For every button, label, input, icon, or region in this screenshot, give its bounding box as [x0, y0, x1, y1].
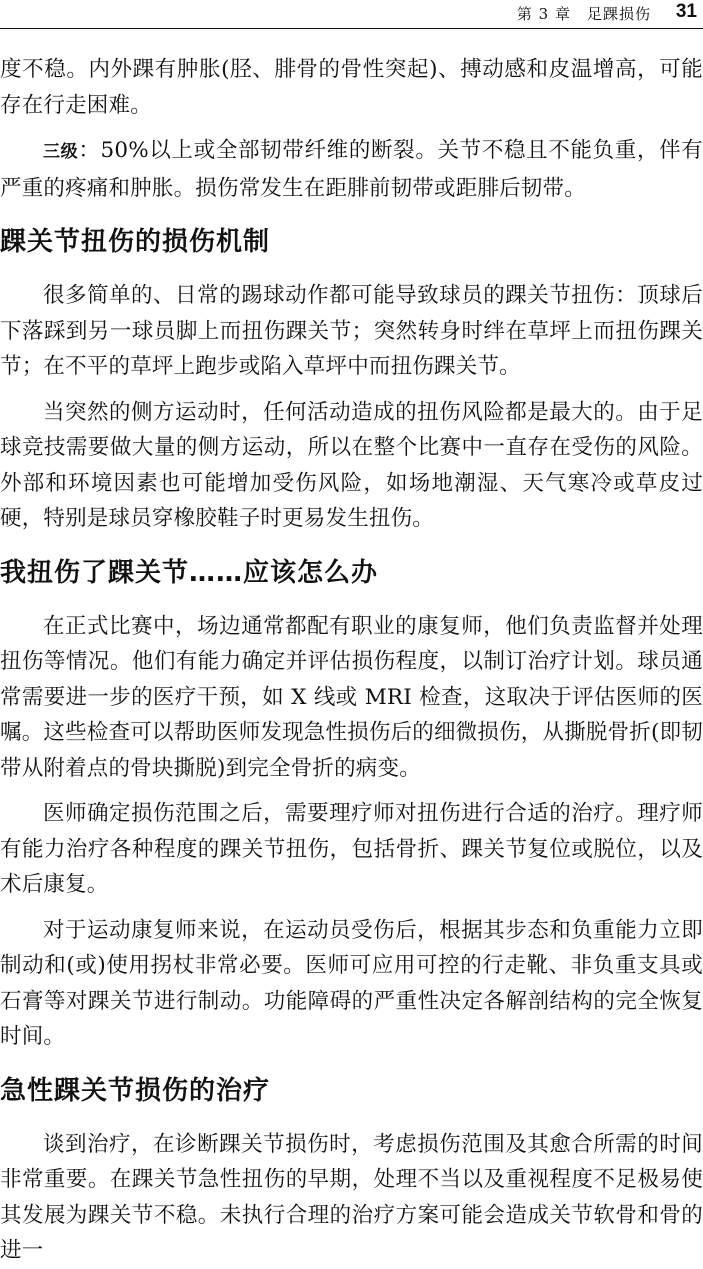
- what-to-do-paragraph-3: 对于运动康复师来说，在运动员受伤后，根据其步态和负重能力立即制动和(或)使用拐杖非常必要。医师可应用可控的行走靴、非负重支具或石膏等对踝关节进行制动。功能障碍的严重性决定各解剖结构的完全恢复时间。: [0, 917, 703, 1049]
- mechanism-paragraph-2: 当突然的侧方运动时，任何活动造成的扭伤风险都是最大的。由于足球竞技需要做大量的侧方运动，所以在整个比赛中一直存在受伤的风险。外部和环境因素也可能增加受伤风险，如场地潮湿、天气寒冷或草皮过硬，特别是球员穿橡胶鞋子时更易发生扭伤。: [0, 399, 703, 531]
- treatment-paragraph-1: 谈到治疗，在诊断踝关节损伤时，考虑损伤范围及其愈合所需的时间非常重要。在踝关节急性扭伤的早期，处理不当以及重视程度不足极易使其发展为踝关节不稳。未执行合理的治疗方案可能会造成关节软骨和骨的进一: [0, 1131, 703, 1263]
- grade-three-text: ：50%以上或全部韧带纤维的断裂。关节不稳且不能负重，伴有严重的疼痛和肿胀。损伤常发生在距腓前韧带或距腓后韧带。: [0, 138, 703, 201]
- running-header: [0, 0, 703, 29]
- what-to-do-paragraph-1: 在正式比赛中，场边通常都配有职业的康复师，他们负责监督并处理扭伤等情况。他们有能力确定并评估损伤程度，以制订治疗计划。球员通常需要进一步的医疗干预，如 X 线或 MRI 检查，这取决于评估医师的医嘱。这些检查可以帮助医师发现急性损伤后的细微损伤，从撕脱骨折(即韧带从附着点的骨块撕脱)到完全骨折的病变。: [0, 613, 703, 781]
- page-number: 31: [675, 1, 697, 22]
- grade-three-paragraph: [0, 133, 703, 206]
- section-heading-mechanism: 踝关节扭伤的损伤机制: [0, 227, 271, 257]
- continued-paragraph: 度不稳。内外踝有肿胀(胫、腓骨的骨性突起)、搏动感和皮温增高，可能存在行走困难。: [0, 57, 703, 118]
- what-to-do-paragraph-2: 医师确定损伤范围之后，需要理疗师对扭伤进行合适的治疗。理疗师有能力治疗各种程度的踝关节扭伤，包括骨折、踝关节复位或脱位，以及术后康复。: [0, 801, 703, 897]
- chapter-title: 第 3 章 足踝损伤: [516, 5, 651, 23]
- section-heading-treatment: 急性踝关节损伤的治疗: [0, 1075, 271, 1106]
- page-content: [0, 52, 703, 1269]
- grade-three-label: 三级: [43, 142, 79, 162]
- mechanism-paragraph-1: 很多简单的、日常的踢球动作都可能导致球员的踝关节扭伤：顶球后下落踩到另一球员脚上而扭伤踝关节；突然转身时绊在草坪上而扭伤踝关节；在不平的草坪上跑步或陷入草坪中而扭伤踝关节。: [0, 283, 703, 379]
- section-heading-what-to-do: 我扭伤了踝关节……应该怎么办: [0, 557, 379, 588]
